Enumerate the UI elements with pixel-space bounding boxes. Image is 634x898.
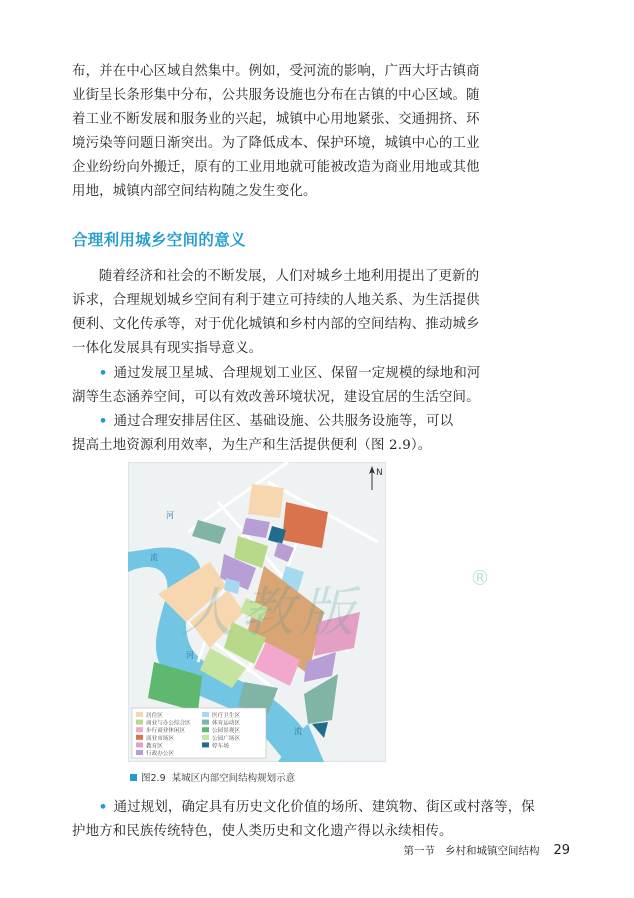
page-footer: [403, 843, 570, 858]
text-line: 提高土地资源利用效率，为生产和生活提供便利（图 2.9）。: [72, 438, 432, 453]
legend-label: 公园景观区: [212, 728, 240, 735]
text-line: 业街呈长条形集中分布，公共服务设施也分布在古镇的中心区域。随: [72, 88, 480, 103]
river-label: 河: [166, 511, 174, 520]
city-plan-map: [128, 462, 386, 762]
legend-swatch: [202, 720, 209, 725]
footer-title: 乡村和城镇空间结构: [444, 845, 540, 857]
legend-label: 教育区: [146, 743, 163, 750]
legend-label: 居住区: [146, 713, 163, 719]
legend-label: 体育运动区: [212, 720, 240, 727]
legend-swatch: [202, 727, 209, 732]
river-label: 河: [186, 651, 194, 660]
legend-label: 停车场: [212, 743, 229, 750]
legend-swatch: [136, 750, 143, 755]
body-paragraph: [72, 265, 560, 361]
text-line: 随着经济和社会的不断发展，人们对城乡土地利用提出了更新的: [98, 269, 480, 284]
legend-swatch: [136, 720, 143, 725]
text-line: 用地，城镇内部空间结构随之发生变化。: [72, 184, 317, 199]
legend-swatch: [136, 735, 143, 740]
legend-swatch: [136, 742, 143, 747]
text-line: 一体化发展具有现实指导意义。: [72, 341, 263, 356]
legend-swatch: [136, 712, 143, 717]
legend-label: 商业市场区: [146, 735, 174, 742]
legend-label: 行政办公区: [146, 751, 174, 757]
watermark: 人教版: [180, 581, 360, 644]
legend-swatch: [202, 742, 209, 747]
text-line: 企业纷纷向外搬迁，原有的工业用地就可能被改造为商业用地或其他: [72, 160, 480, 175]
bullet-item-3: [72, 795, 560, 844]
caption-marker-icon: [130, 774, 137, 781]
legend-swatch: [202, 712, 209, 717]
text-line: 诉求，合理规划城乡空间有利于建立可持续的人地关系、为生活提供: [72, 293, 480, 308]
figure-2-9: [128, 462, 386, 762]
text-line: 着工业不断发展和服务业的兴起，城镇中心用地紧张、交通拥挤、环: [72, 112, 480, 127]
legend-swatch: [202, 735, 209, 740]
text-line: 湖等生态涵养空间，可以有效改善环境状况，建设宜居的生活空间。: [72, 390, 480, 405]
watermark-registered-mark: ®: [470, 566, 490, 590]
text-line: 通过合理安排居住区、基础设施、公共服务设施等，可以: [113, 414, 454, 429]
caption-number: 图2.9: [141, 773, 166, 784]
bullet-dot-icon: •: [98, 799, 108, 815]
text-line: 便利、文化传承等，对于优化城镇和乡村内部的空间结构、推动城乡: [72, 317, 480, 332]
text-line: 通过规划，确定具有历史文化价值的场所、建筑物、街区或村落等，保: [113, 800, 535, 815]
bullet-item-1: [72, 361, 560, 410]
legend-swatch: [136, 727, 143, 732]
text-line: 境污染等问题日渐突出。为了降低成本、保护环境，城镇中心的工业: [72, 136, 480, 151]
bullet-dot-icon: •: [98, 413, 108, 429]
legend-label: 商业与办公综合区: [146, 720, 191, 727]
section-heading: 合理利用城乡空间的意义: [72, 231, 246, 249]
legend-label: 公园广场区: [212, 735, 240, 742]
intro-paragraph: [72, 60, 560, 204]
text-line: 通过发展卫星城、合理规划工业区、保留一定规模的绿地和河: [113, 366, 481, 381]
bullet-dot-icon: •: [98, 365, 108, 381]
river-label: 流: [150, 553, 158, 562]
legend-label: 医疗卫生区: [212, 713, 240, 719]
block-residential: [248, 484, 284, 518]
figure-caption: [130, 770, 295, 784]
text-line: 护地方和民族传统特色，使人类历史和文化遗产得以永续相传。: [72, 824, 453, 839]
page-number: 29: [553, 843, 570, 858]
bullet-item-2: [72, 409, 560, 458]
legend-label: 步行商业休闲区: [146, 728, 186, 735]
caption-text: 某城区内部空间结构规划示意: [171, 773, 296, 784]
footer-section: 第一节: [403, 845, 435, 857]
north-label: N: [376, 468, 383, 478]
river-label: 流: [294, 727, 302, 736]
text-line: 布，并在中心区域自然集中。例如，受河流的影响，广西大圩古镇商: [72, 64, 480, 79]
map-legend: [132, 708, 266, 758]
